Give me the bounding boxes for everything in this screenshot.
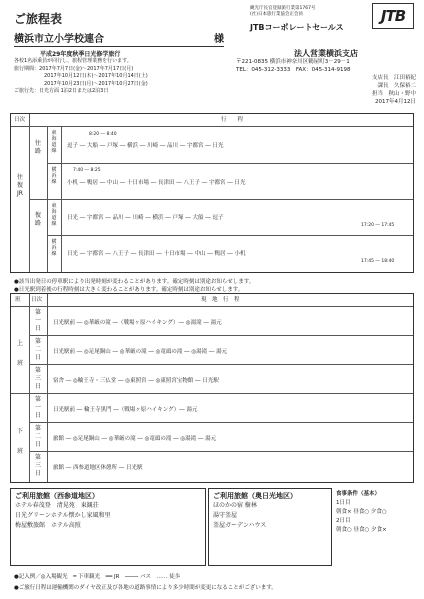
- footer-note: ●ご旅行日程は運輸機関のダイヤ改正及び各地の道路事情により多少時間が変更になることがございます。: [14, 585, 277, 591]
- route-row: 小机 ― 鴨居 ― 中山 ― 十日市場 ― 長津田 ― 八王子 ― 宇都宮 ― 日光: [67, 180, 246, 186]
- document-title: ご旅程表: [14, 12, 63, 26]
- registration-info: [250, 6, 360, 18]
- col-date-header: 日次: [31, 297, 43, 303]
- meal-day-value: 朝食○ 昼食○ 夕食×: [336, 527, 387, 533]
- meta-note: 各校1名添乗員が同行し、旅程管理業務を行います。: [14, 58, 132, 64]
- route-times: 8:20 ― 8:40: [89, 132, 117, 137]
- branch-fax: FAX：045-314-9198: [295, 67, 351, 73]
- return-label: 復路: [34, 212, 41, 227]
- hotels-oku-box: [208, 488, 332, 566]
- jtb-logo: JTB: [372, 3, 414, 29]
- day-label: 第一日: [34, 396, 41, 419]
- branch-title: 法人営業横浜支店: [294, 49, 358, 58]
- hotel-item: 梅屋敷旅館 ホテル高照: [15, 522, 81, 529]
- meal-day-value: 朝食× 昼食○ 夕食○: [336, 509, 387, 515]
- note-line: ●日光駅到着後の行程時刻は大きく変わることがあります。確定時刻は別途お知らせします。: [14, 287, 244, 293]
- staff-line: 担当 秋山・野中: [371, 91, 416, 97]
- branch-tel: TEL：045-312-3333: [236, 67, 291, 73]
- period-item: 2017年10月23日(月)～2017年10月27日(金): [44, 80, 148, 87]
- route-row: 日光 ― 宇都宮 ― 八王子 ― 長津田 ― 十日市場 ― 中山 ― 鴨居 ― 小机: [67, 251, 246, 257]
- client-name: [14, 30, 224, 47]
- local-route: 旅館 ― ◎足尾銅山 ― ◎華厳の滝 ― ◎竜頭の滝 ― ◎湯滝 ― 湯元: [53, 436, 217, 442]
- day-label: 第二日: [34, 425, 41, 448]
- staff-line: 支店長 江田裕紀: [371, 75, 416, 81]
- line-label: 横浜線: [51, 239, 57, 257]
- hotels-west-title: ご利用旅館（西参道地区）: [15, 492, 99, 500]
- staff-line: 課長 久保裕二: [377, 83, 416, 89]
- client-suffix: 様: [214, 34, 224, 45]
- route-row: 日光 ― 宇都宮 ― 品川 ― 川崎 ― 横浜 ― 戸塚 ― 大船 ― 逗子: [67, 215, 224, 221]
- local-route: 日光駅前 ― ◎足尾銅山 ― ◎華厳の滝 ― ◎竜頭の滝 ― ◎湯滝 ― 湯元: [53, 349, 228, 355]
- meal-title: 食事条件（基本）: [336, 491, 381, 497]
- itinerary-table: [10, 113, 414, 273]
- hotels-west-box: [10, 488, 206, 566]
- period-label: 旅行期間：: [14, 65, 40, 72]
- route-times: 7:40 ― 8:25: [73, 168, 101, 173]
- day-label: 第二日: [34, 338, 41, 361]
- day-label: 第三日: [34, 367, 41, 390]
- issue-date: 2017年4月12日: [375, 99, 416, 105]
- meal-conditions: [336, 490, 416, 535]
- tour-title: 平成29年度秋季日光修学旅行: [40, 51, 121, 58]
- hotel-item: 日光グリーンホテル懐かし家風和里: [15, 512, 111, 519]
- transport-side-label: 往復JR: [16, 174, 23, 197]
- local-itinerary-table: [10, 293, 414, 483]
- hotel-item: ほのかの宿 樹林: [213, 502, 257, 509]
- outbound-label: 往路: [34, 140, 41, 155]
- col-schedule-header: 現 地 行 程: [201, 297, 240, 303]
- tour-meta: [14, 58, 234, 96]
- local-route: 日光駅前 ― ◎華厳の滝 ―（戦場ヶ原ハイキング）― ◎湯滝 ― 湯元: [53, 320, 222, 326]
- col-date-header: 日次: [14, 117, 26, 123]
- registration-line: 観光庁長官登録旅行業第1767号: [250, 6, 316, 11]
- branch-address: 〒221-0835 横浜市神奈川区鶴屋町3－29－1: [236, 59, 350, 65]
- line-label: 横浜線: [51, 167, 57, 185]
- hotels-oku-title: ご利用旅館（奥日光地区）: [213, 492, 297, 500]
- meal-day-label: 2日目: [336, 518, 351, 524]
- day-label: 第一日: [34, 309, 41, 332]
- note-line: ●該当出発日の停車駅により出発時刻が変わることがあります。確定時刻は別途お知らせします。: [14, 279, 255, 285]
- legend-line: ●記入例／◎入場観光 ═ 下車観光 ━━ JR ──── バス …… 徒歩: [14, 574, 181, 580]
- hotel-item: 釜屋ガーデンハウス: [213, 522, 267, 529]
- meal-day-label: 1日目: [336, 500, 351, 506]
- day-label: 第三日: [34, 454, 41, 477]
- route-times: 17:45 ― 18:40: [361, 259, 395, 264]
- col-class-header: 班: [15, 297, 21, 303]
- period-item: 2017年10月12日(木)～2017年10月14日(土): [44, 73, 148, 80]
- branch-info: [236, 50, 416, 106]
- meta-days: ご旅行先：日光方面 1泊2日または2泊3日: [14, 88, 109, 95]
- upper-class-label: 上 班: [16, 340, 30, 367]
- line-label: 東海道線: [51, 203, 57, 227]
- hotel-item: ホテル春茂登 清晃苑 東観荘: [15, 502, 99, 509]
- registration-line: (社)日本旅行業協会正会員: [250, 12, 304, 17]
- local-route: 日光駅前 ― 輪王寺黒門 ―（戦場ヶ原ハイキング）― 湯元: [53, 407, 198, 413]
- branch-contact: [236, 66, 416, 74]
- period-item: 2017年7月7日(金)～2017年7月17日(月): [39, 65, 134, 72]
- route-times: 17:20 ― 17:45: [361, 223, 395, 228]
- line-label: 東海道線: [51, 130, 57, 154]
- lower-class-label: 下 班: [16, 428, 30, 455]
- local-route: 旅館 ― 西参道地区休憩所 ― 日光駅: [53, 465, 143, 471]
- local-route: 宿舎 ― ◎輪王寺・三仏堂 ― ◎東照宮 ― ◎東照宮宝物館 ― 日光駅: [53, 378, 219, 384]
- route-row: 逗子 ― 大船 ― 戸塚 ― 横浜 ― 川崎 ― 品川 ― 宇都宮 ― 日光: [67, 143, 224, 149]
- col-schedule-header: 行 程: [221, 117, 244, 123]
- company-name: JTBコーポレートセールス: [250, 23, 344, 32]
- client-label: 横浜市立小学校連合: [14, 34, 104, 45]
- hotel-item: 湯守釜屋: [213, 512, 238, 519]
